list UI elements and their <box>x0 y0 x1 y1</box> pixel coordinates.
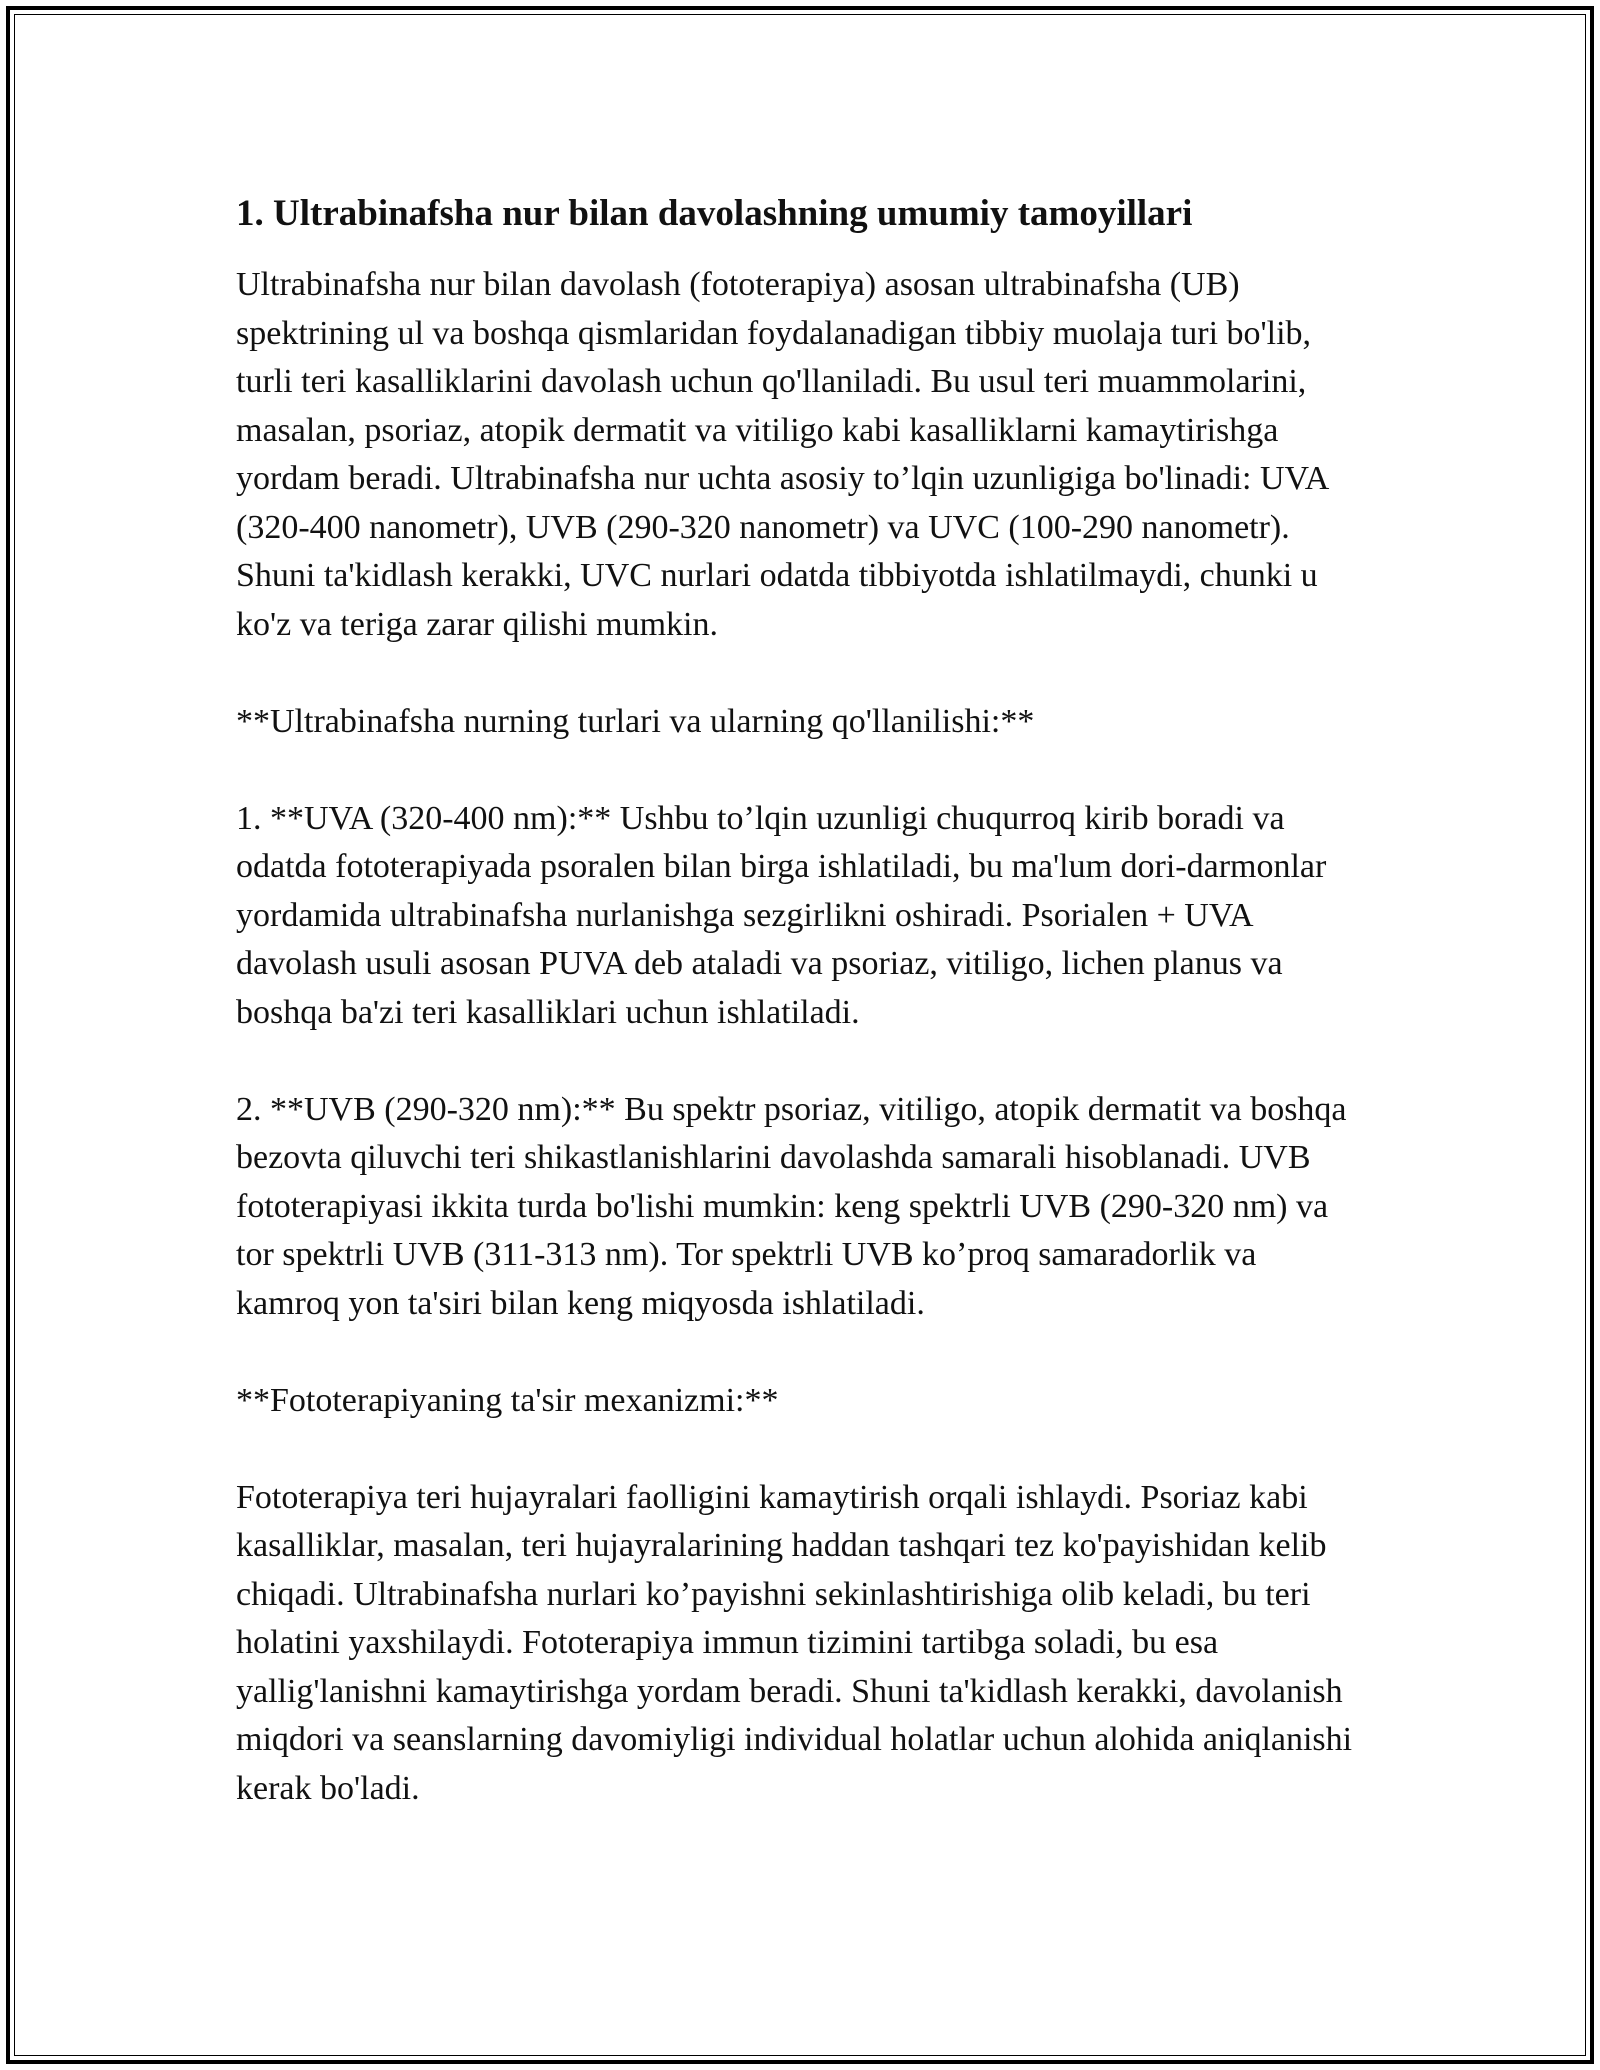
uva-paragraph: 1. **UVA (320-400 nm):** Ushbu to’lqin uzunligi chuqurroq kirib boradi va odatda fototerapiyada psoralen bilan birga ishlatiladi, bu ma'lum dori-darmonlar yordamida ultrabinafsha nurlanishga sezgirlikni oshiradi. Psorialen + UVA davolash usuli asosan PUVA deb ataladi va psoriaz, vitiligo, lichen planus va boshqa ba'zi teri kasalliklari uchun ishlatiladi. <box>236 799 1327 1031</box>
mechanism-subheading: **Fototerapiyaning ta'sir mexanizmi:** <box>236 1381 779 1419</box>
section-heading: 1. Ultrabinafsha nur bilan davolashning umumiy tamoyillari <box>236 193 1193 234</box>
mechanism-paragraph: Fototerapiya teri hujayralari faolligini kamaytirish orqali ishlaydi. Psoriaz kabi kasalliklar, masalan, teri hujayralarining haddan tashqari tez ko'payishidan kelib chiqadi. Ultrabinafsha nurlari ko’payishni sekinlashtirishiga olib keladi, bu teri holatini yaxshilaydi. Fototerapiya immun tizimini tartibga soladi, bu esa yallig'lanishni kamaytirishga yordam beradi. Shuni ta'kidlash kerakki, davolanish miqdori va seanslarning davomiyligi individual holatlar uchun alohida aniqlanishi kerak bo'ladi. <box>236 1478 1353 1807</box>
document-body <box>236 190 1366 1813</box>
intro-paragraph: Ultrabinafsha nur bilan davolash (fototerapiya) asosan ultrabinafsha (UB) spektrining ul va boshqa qismlaridan foydalanadigan tibbiy muolaja turi bo'lib, turli teri kasalliklarini davolash uchun qo'llaniladi. Bu usul teri muammolarini, masalan, psoriaz, atopik dermatit va vitiligo kabi kasalliklarni kamaytirishga yordam beradi. Ultrabinafsha nur uchta asosiy to’lqin uzunligiga bo'linadi: UVA (320-400 nanometr), UVB (290-320 nanometr) va UVC (100-290 nanometr). Shuni ta'kidlash kerakki, UVC nurlari odatda tibbiyotda ishlatilmaydi, chunki u ko'z va teriga zarar qilishi mumkin. <box>236 266 1328 643</box>
uvb-paragraph: 2. **UVB (290-320 nm):** Bu spektr psoriaz, vitiligo, atopik dermatit va boshqa bezovta qiluvchi teri shikastlanishlarini davolashda samarali hisoblanadi. UVB fototerapiyasi ikkita turda bo'lishi mumkin: keng spektrli UVB (290-320 nm) va tor spektrli UVB (311-313 nm). Tor spektrli UVB ko’proq samaradorlik va kamroq yon ta'siri bilan keng miqyosda ishlatiladi. <box>236 1090 1347 1322</box>
uv-types-subheading: **Ultrabinafsha nurning turlari va ularning qo'llanilishi:** <box>236 702 1035 740</box>
